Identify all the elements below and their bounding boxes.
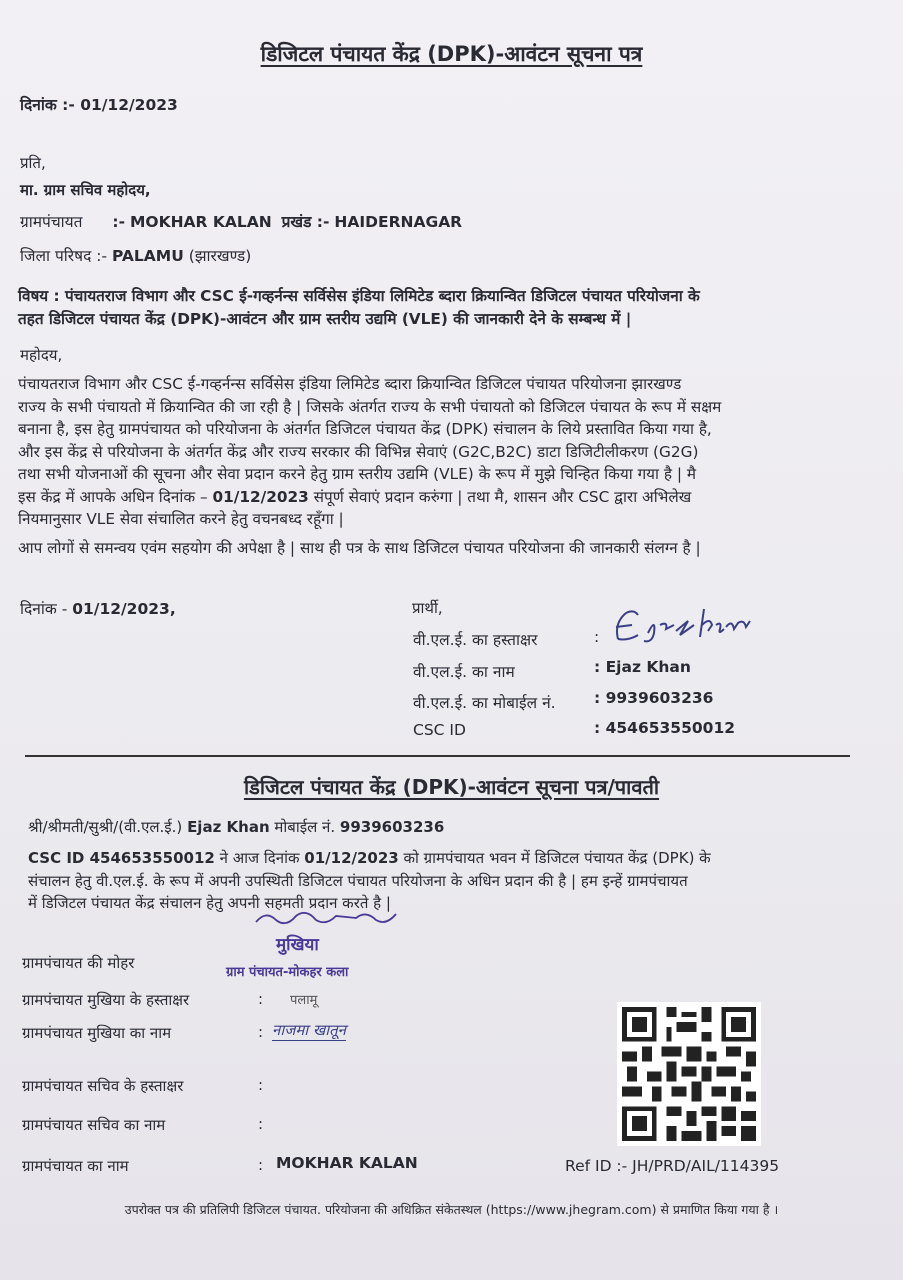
vle-name: : Ejaz Khan	[594, 658, 691, 676]
ack-line-1: श्री/श्रीमती/सुश्री/(वी.एल.ई.) Ejaz Khan मोबाईल नं. 9939603236	[28, 818, 445, 836]
mukhiya-name-hand: नाजमा खातून	[272, 1021, 346, 1039]
mukhiya-name-colon: :	[258, 1023, 264, 1041]
vle-name-label: वी.एल.ई. का नाम	[413, 663, 515, 681]
vle-signature	[604, 603, 764, 645]
mukhiya-name-label: ग्रामपंचायत मुखिया का नाम	[22, 1024, 172, 1042]
vle-sign-label: वी.एल.ई. का हस्ताक्षर	[413, 631, 538, 649]
section-divider	[25, 755, 850, 757]
acknowledgement-title: डिजिटल पंचायत केंद्र (DPK)-आवंटन सूचना पत्र/पावती	[243, 775, 660, 799]
mukhiya-sign-label: ग्रामपंचायत मुखिया के हस्ताक्षर	[22, 991, 190, 1009]
gp-name-label: ग्रामपंचायत का नाम	[22, 1157, 129, 1175]
sachiv-name-label: ग्रामपंचायत सचिव का नाम	[22, 1116, 166, 1134]
body-paragraph: पंचायतराज विभाग और CSC ई-गव्हर्नन्स सर्विसेस इंडिया लिमिटेड ब्दारा क्रियान्वित डिजिटल पंचायत परियोजना झारखण्ड राज्य के सभी पंचायतो में क्रियान्वित की जा रही है | जिसके अंतर्गत राज्य के सभी पंचायतो को डिजिटल पंचायत के रूप में सक्षम बनाना है, इस हेतु ग्रामपंचायत को परियोजना के अंतर्गत डिजिटल पंचायत केंद्र (DPK) संचालन के लिये प्रस्तावित किया गया है, और इस केंद्र से परियोजना के अंतर्गत केंद्र और राज्य सरकार की विभिन्न सेवाएं (G2C,B2C) डाटा डिजिटीलीकरण (G2G) तथा सभी योजनाओं की सूचना और सेवा प्रदान करने हेतु ग्राम स्तरीय उद्यमि (VLE) के रूप में मुझे चिन्हित किया गया है | मै इस केंद्र में आपके अधिन दिनांक – 01/12/2023 संपूर्ण सेवाएं प्रदान करुंगा | तथा मै, शासन और CSC द्वारा अभिलेख नियमानुसार VLE सेवा संचालित करने हेतु वचनबध्द रहूँगा | आप लोगों से समन्वय एवंम सहयोग की अपेक्षा है | साथ ही पत्र के साथ डिजिटल पंचायत परियोजना की जानकारी संलग्न है |	[18, 375, 722, 557]
salutation: महोदय,	[20, 346, 63, 364]
ref-id: Ref ID :- JH/PRD/AIL/114395	[565, 1157, 780, 1175]
applicant: प्रार्थी,	[412, 599, 443, 617]
mukhiya-sign-colon: :	[258, 990, 264, 1008]
gp-name-colon: :	[258, 1156, 264, 1174]
panchayat-stamp: मुखिया ग्राम पंचायत-मोकहर कला	[216, 906, 416, 986]
gp-name: MOKHAR KALAN	[276, 1154, 418, 1172]
csc-id: : 454653550012	[594, 719, 736, 737]
qr-code-icon	[617, 1002, 761, 1146]
sachiv-name-colon: :	[258, 1115, 264, 1133]
date-line: दिनांक :- 01/12/2023	[20, 96, 178, 114]
ack-paragraph: CSC ID 454653550012 ने आज दिनांक 01/12/2023 को ग्रामपंचायत भवन में डिजिटल पंचायत केंद्र (DPK) के संचालन हेतु वी.एल.ई. के रूप में अपनी उपस्थिती डिजिटल पंचायत परियोजना के अधिन प्रदान की है | हम इन्हें ग्रामपंचायत में डिजिटल पंचायत केंद्र संचालन हेतु अपनी सहमती प्रदान करते है |	[28, 849, 711, 912]
sachiv-sign-colon: :	[258, 1076, 264, 1094]
page-title: डिजिटल पंचायत केंद्र (DPK)-आवंटन सूचना पत्र	[260, 42, 643, 66]
csc-label: CSC ID	[413, 721, 466, 739]
svg-text:Ejaz Khan: Ejaz Khan	[684, 642, 694, 644]
gram-panchayat-line: ग्रामपंचायत :- MOKHAR KALAN प्रखंड :- HAIDERNAGAR	[20, 213, 463, 231]
sign-date: दिनांक - 01/12/2023,	[20, 600, 176, 618]
mukhiya-sign-value: पलामू	[290, 993, 318, 1008]
footer-note: उपरोक्त पत्र की प्रतिलिपी डिजिटल पंचायत. परियोजना की अधिक्रित संकेतस्थल (https://www.jhegram.com) से प्रमाणित किया गया है ।	[124, 1202, 779, 1217]
district-line: जिला परिषद :- PALAMU (झारखण्ड)	[20, 247, 252, 265]
stamp-handwriting-icon	[246, 906, 446, 928]
vle-sign-colon: :	[594, 628, 600, 646]
vle-mobile-label: वी.एल.ई. का मोबाईल नं.	[413, 694, 556, 712]
prati: प्रति,	[20, 154, 46, 172]
sachiv-sign-label: ग्रामपंचायत सचिव के हस्ताक्षर	[22, 1077, 184, 1095]
vle-mobile: : 9939603236	[594, 689, 714, 707]
seal-label: ग्रामपंचायत की मोहर	[22, 954, 135, 972]
addressee: मा. ग्राम सचिव महोदय,	[20, 181, 151, 199]
subject: विषय : पंचायतराज विभाग और CSC ई-गव्हर्नन्स सर्विसेस इंडिया लिमिटेड ब्दारा क्रियान्वित डिजिटल पंचायत परियोजना के तहत डिजिटल पंचायत केंद्र (DPK)-आवंटन और ग्राम स्तरीय उद्यमि (VLE) की जानकारी देने के सम्बन्ध में |	[18, 287, 700, 328]
